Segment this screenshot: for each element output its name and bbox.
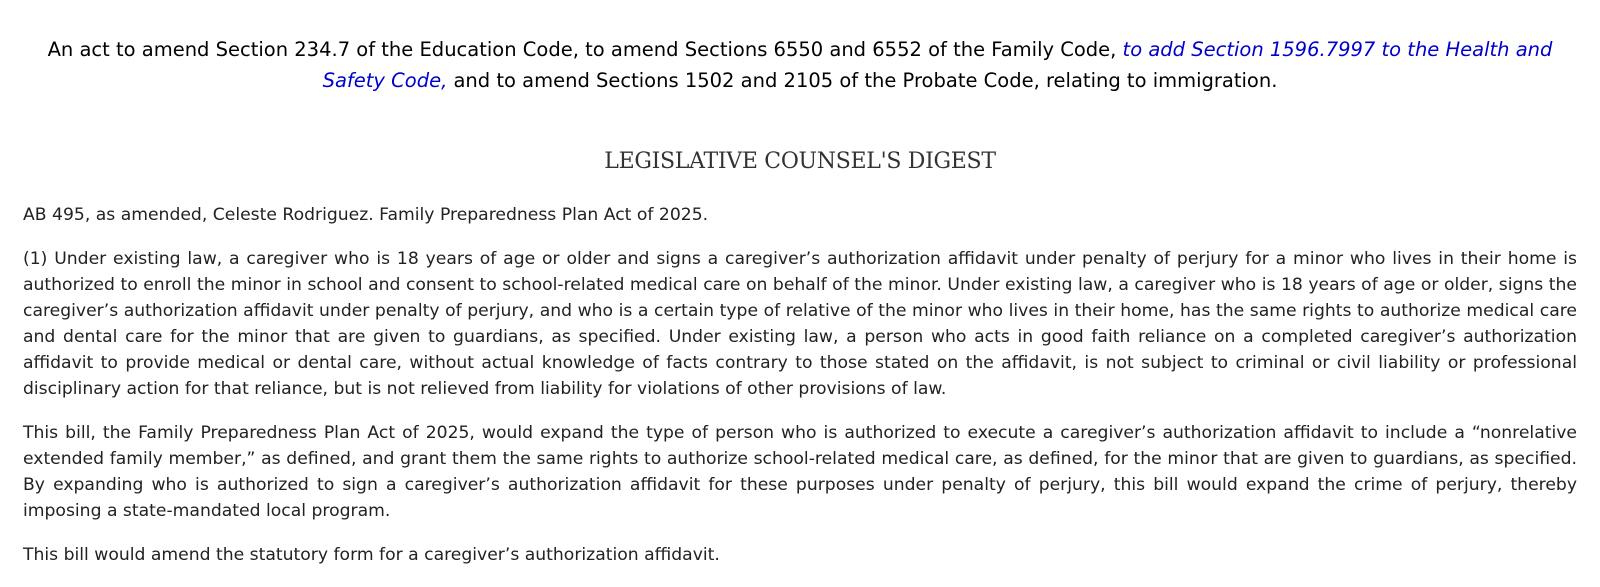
bill-title xyxy=(30,34,1570,96)
digest-heading: LEGISLATIVE COUNSEL'S DIGEST xyxy=(604,149,996,174)
digest-paragraph-1: (1) Under existing law, a caregiver who is 18 years of age or older and signs a caregiver’s authorization affidavit under penalty of perjury for a minor who lives in their home is authorized to enroll the minor in school and consent to school-related medical care on behalf of the minor. Under existing law, a caregiver who is 18 years of age or older, signs the caregiver’s authorization affidavit under penalty of perjury, and who is a certain type of relative of the minor who lives in their home, has the same rights to authorize medical care and dental care for the minor that are given to guardians, as specified. Under existing law, a person who acts in good faith reliance on a completed caregiver’s authorization affidavit to provide medical or dental care, without actual knowledge of facts contrary to those stated on the affidavit, is not subject to criminal or civil liability or professional disciplinary action for that reliance, but is not relieved from liability for violations of other provisions of law. xyxy=(23,249,1577,399)
bill-line: AB 495, as amended, Celeste Rodriguez. Family Preparedness Plan Act of 2025. xyxy=(23,205,709,225)
bill-title-text: An act to amend Section 234.7 of the Education Code, to amend Sections 6550 and 6552 of the Family Code, xyxy=(47,38,1123,61)
bill-title-text-end: and to amend Sections 1502 and 2105 of the Probate Code, relating to immigration. xyxy=(447,69,1278,92)
digest-content xyxy=(23,202,1577,586)
digest-paragraph-3: This bill would amend the statutory form for a caregiver’s authorization affidavit. xyxy=(23,545,720,565)
digest-paragraph-2: This bill, the Family Preparedness Plan Act of 2025, would expand the type of person who is authorized to execute a caregiver’s authorization affidavit to include a “nonrelative extended family member,” as defined, and grant them the same rights to authorize school-related medical care, as defined, for the minor that are given to guardians, as specified. By expanding who is authorized to sign a caregiver’s authorization affidavit for these purposes under penalty of perjury, this bill would expand the crime of perjury, thereby imposing a state-mandated local program. xyxy=(23,423,1577,521)
amended-text: to add Section 1596.7997 to the Health and Safety Code, xyxy=(322,38,1553,92)
